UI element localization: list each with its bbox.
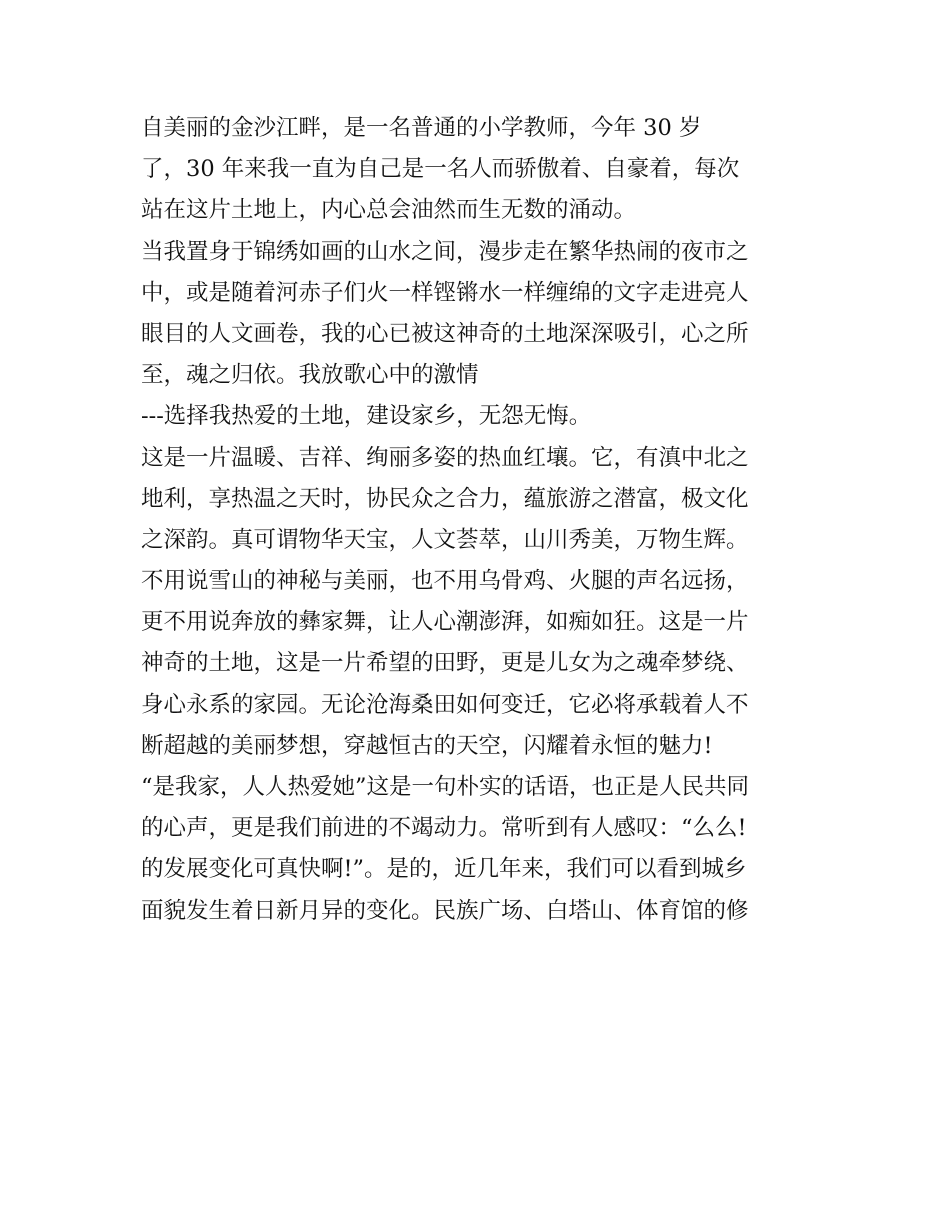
- text-line-1: 自美丽的金沙江畔，是一名普通的小学教师，今年 30 岁: [141, 115, 702, 141]
- text-line-13: 更不用说奔放的彝家舞，让人心潮澎湃，如痴如狂。这是一片: [141, 609, 749, 636]
- text-line-7: 至，魂之归依。我放歌心中的激情: [141, 362, 479, 389]
- text-line-2: 了，30 年来我一直为自己是一名人而骄傲着、自豪着，每次: [141, 156, 740, 183]
- text-line-17: “是我家，人人热爱她”这是一句朴实的话语，也正是人民共同: [141, 774, 750, 800]
- text-line-15: 身心永系的家园。无论沧海桑田如何变迁，它必将承载着人不: [141, 691, 749, 718]
- text-line-5: 中，或是随着河赤子们火一样铿锵水一样缠绵的文字走进亮人: [141, 279, 749, 306]
- text-line-18: 的心声，更是我们前进的不竭动力。常听到有人感叹：“么么!: [141, 815, 747, 842]
- text-line-12: 不用说雪山的神秘与美丽，也不用乌骨鸡、火腿的声名远扬，: [141, 568, 749, 595]
- text-line-11: 之深韵。真可谓物华天宝，人文荟萃，山川秀美，万物生辉。: [141, 526, 749, 553]
- text-line-6: 眼目的人文画卷，我的心已被这神奇的土地深深吸引，心之所: [141, 320, 749, 347]
- text-line-14: 神奇的土地，这是一片希望的田野，更是儿女为之魂牵梦绕、: [141, 650, 749, 677]
- document-body: [141, 108, 821, 932]
- text-line-19: 的发展变化可真快啊!”。是的，近几年来，我们可以看到城乡: [141, 856, 747, 883]
- text-line-10: 地利，享热温之天时，协民众之合力，蕴旅游之潜富，极文化: [141, 485, 749, 512]
- text-line-8: ---选择我热爱的土地，建设家乡，无怨无悔。: [141, 403, 592, 430]
- text-line-3: 站在这片土地上，内心总会油然而生无数的涌动。: [141, 197, 637, 224]
- text-line-4: 当我置身于锦绣如画的山水之间，漫步走在繁华热闹的夜市之: [141, 238, 749, 265]
- text-line-9: 这是一片温暖、吉祥、绚丽多姿的热血红壤。它，有滇中北之: [141, 444, 749, 471]
- text-line-20: 面貌发生着日新月异的变化。民族广场、白塔山、体育馆的修: [141, 897, 749, 924]
- text-line-16: 断超越的美丽梦想，穿越恒古的天空，闪耀着永恒的魅力!: [141, 732, 713, 759]
